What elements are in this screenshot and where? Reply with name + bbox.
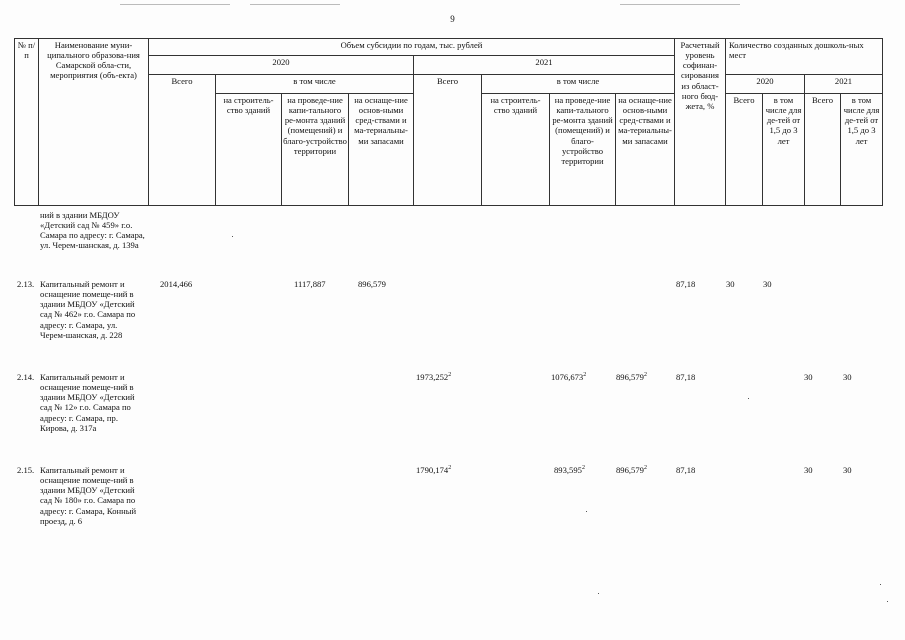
header-equipment-2021: на оснаще-ние основ-ными сред-ствами и ма-териальны-ми запасами <box>616 94 675 206</box>
header-cofinancing: Расчетный уровень софинан-сирования из област-ного бюд-жета, % <box>675 39 726 206</box>
footnote-mark: 2 <box>643 372 647 379</box>
header-year-2020: 2020 <box>149 56 414 75</box>
row-repair-2021: 1076,673 <box>551 372 584 382</box>
footnote-mark: 2 <box>583 372 587 379</box>
header-num: № п/п <box>15 39 39 206</box>
row-cofinancing: 87,18 <box>676 279 696 289</box>
row-num: 2.13. <box>17 279 35 289</box>
header-repair-2021: на проведе-ние капи-тального ре-монта зданий (помещений) и благо-устройство территории <box>550 94 616 206</box>
row-places-2021-young: 30 <box>843 465 852 475</box>
header-repair-2020: на проведе-ние капи-тального ре-монта зданий (помещений) и благо-устройство территории <box>282 94 349 206</box>
header-including-2020: в том числе <box>216 75 414 94</box>
row-repair-2020: 1117,887 <box>294 279 326 289</box>
header-equipment-2020: на оснаще-ние основ-ными сред-ствами и ма-териальны-ми запасами <box>349 94 414 206</box>
header-construction-2020: на строитель-ство зданий <box>216 94 282 206</box>
header-places-2020: 2020 <box>726 75 805 94</box>
row-cofinancing: 87,18 <box>676 372 696 382</box>
row-equipment-2021: 896,579 <box>616 465 644 475</box>
row-places-2020-young: 30 <box>763 279 772 289</box>
footnote-mark: 2 <box>448 465 452 472</box>
row-cofinancing: 87,18 <box>676 465 696 475</box>
row-name: Капитальный ремонт и оснащение помеще-ний в здании МБДОУ «Детский сад № 12» г.о. Самара по адресу: г. Самара, пр. Кирова, д. 317а <box>40 372 135 433</box>
footnote-mark: 2 <box>448 372 452 379</box>
row-total-2021: 1790,174 <box>416 465 449 475</box>
row-total-2020: 2014,466 <box>160 279 193 289</box>
continuation-text: ний в здании МБДОУ «Детский сад № 459» г.о. Самара по адресу: г. Самара, ул. Черем-шанская, д. 139а <box>40 210 145 251</box>
header-name: Наименование муни-ципального образова-ния Самарской обла-сти, мероприятия (объ-екта) <box>39 39 149 206</box>
header-year-2021: 2021 <box>414 56 675 75</box>
row-total-2021: 1973,252 <box>416 372 449 382</box>
footnote-mark: 2 <box>581 465 585 472</box>
header-places: Количество созданных дошколь-ных мест <box>726 39 883 75</box>
page-number: 9 <box>450 14 455 24</box>
header-places-total-2021: Всего <box>805 94 841 206</box>
row-places-2020-total: 30 <box>726 279 735 289</box>
header-total-2021: Всего <box>414 75 482 206</box>
header-places-2021: 2021 <box>805 75 883 94</box>
header-subsidy: Объем субсидии по годам, тыс. рублей <box>149 39 675 56</box>
header-places-young-2021: в том числе для де-тей от 1,5 до 3 лет <box>841 94 883 206</box>
row-places-2021-young: 30 <box>843 372 852 382</box>
header-construction-2021: на строитель-ство зданий <box>482 94 550 206</box>
row-name: Капитальный ремонт и оснащение помеще-ний в здании МБДОУ «Детский сад № 180» г.о. Самара по адресу: г. Самара, Конный проезд, д. 6 <box>40 465 137 526</box>
header-places-young-2020: в том числе для де-тей от 1,5 до 3 лет <box>763 94 805 206</box>
header-including-2021: в том числе <box>482 75 675 94</box>
row-name: Капитальный ремонт и оснащение помеще-ний в здании МБДОУ «Детский сад № 462» г.о. Самара по адресу: г. Самара, ул. Черем-шанская, д. 228 <box>40 279 136 340</box>
row-num: 2.14. <box>17 372 35 382</box>
row-num: 2.15. <box>17 465 35 475</box>
row-repair-2021: 893,595 <box>554 465 582 475</box>
header-places-total-2020: Всего <box>726 94 763 206</box>
row-equipment-2020: 896,579 <box>358 279 386 289</box>
row-equipment-2021: 896,579 <box>616 372 644 382</box>
footnote-mark: 2 <box>643 465 647 472</box>
row-places-2021-total: 30 <box>804 465 813 475</box>
header-total-2020: Всего <box>149 75 216 206</box>
table-header <box>14 38 883 206</box>
row-places-2021-total: 30 <box>804 372 813 382</box>
